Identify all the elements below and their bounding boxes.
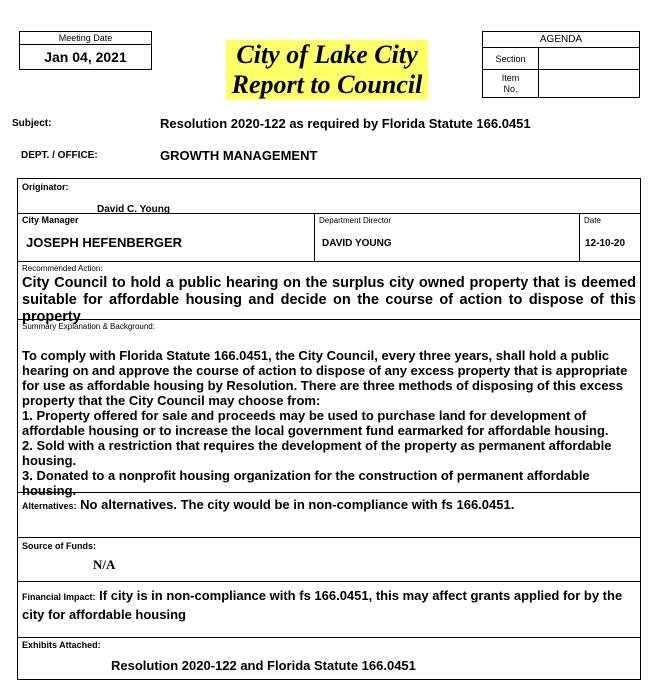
meeting-date-value: Jan 04, 2021 <box>44 49 127 65</box>
summary-item-2: 2. Sold with a restriction that requires the development of the property as permanent affordable housing. <box>22 438 612 468</box>
divider <box>18 537 640 538</box>
divider <box>579 213 580 261</box>
financial-impact-label: Financial Impact: <box>22 592 96 602</box>
meeting-date-label: Meeting Date <box>20 32 151 45</box>
dept-value: GROWTH MANAGEMENT <box>160 148 318 163</box>
divider <box>18 319 640 320</box>
exhibits-value: Resolution 2020-122 and Florida Statute 166.0451 <box>111 658 416 673</box>
recommended-action-value: City Council to hold a public hearing on the surplus city owned property that is deemed suitable for affordable housing and decide on the course of action to dispose of this property <box>22 275 636 325</box>
item-no-label-line1: Item <box>501 72 520 83</box>
originator-value: David C. Young <box>97 204 170 215</box>
divider <box>18 213 640 214</box>
alternatives-row <box>22 497 636 512</box>
originator-label: Originator: <box>22 182 69 192</box>
department-director-value: DAVID YOUNG <box>322 238 392 249</box>
summary-item-3: 3. Donated to a nonprofit housing organization for the construction of permanent affordable housing. <box>22 468 590 498</box>
item-no-label-line2: No. <box>503 83 518 94</box>
divider <box>18 492 640 493</box>
alternatives-value: No alternatives. The city would be in non-compliance with fs 166.0451. <box>80 497 515 512</box>
financial-impact-value: If city is in non-compliance with fs 166.0451, this may affect grants applied for by the city for affordable housing <box>22 588 623 622</box>
agenda-label: AGENDA <box>483 32 640 48</box>
recommended-action-label: Recommended Action: <box>22 264 103 273</box>
report-form <box>17 178 641 680</box>
subject-value: Resolution 2020-122 as required by Florida Statute 166.0451 <box>160 116 531 131</box>
date-value: 12-10-20 <box>585 238 626 249</box>
agenda-box <box>482 31 640 98</box>
financial-impact-row <box>22 587 636 623</box>
item-no-value <box>539 70 640 98</box>
alternatives-label: Alternatives: <box>22 501 77 511</box>
item-no-label <box>483 70 539 98</box>
subject-label: Subject: <box>12 118 52 129</box>
summary-label: Summary Explanation & Background: <box>22 322 155 331</box>
divider <box>18 261 640 262</box>
report-title <box>226 40 428 100</box>
report-title-line1: City of Lake City <box>236 40 418 69</box>
city-manager-value: JOSEPH HEFENBERGER <box>26 235 183 250</box>
summary-item-1: 1. Property offered for sale and proceeds may be used to purchase land for development of affordable housing or to increase the local government fund earmarked for affordable housing. <box>22 408 609 438</box>
source-of-funds-label: Source of Funds: <box>22 541 96 551</box>
report-title-line2: Report to Council <box>231 70 423 99</box>
summary-intro: To comply with Florida Statute 166.0451, the City Council, every three years, shall hold a public hearing on and approve the course of action to dispose of any excess property that is appropriate for use as affordable housing by Resolution. There are three methods of disposing of this excess property that the City Council may choose from: <box>22 348 628 408</box>
source-of-funds-value: N/A <box>93 557 116 572</box>
date-label: Date <box>584 216 601 225</box>
divider <box>314 213 315 261</box>
section-label: Section <box>483 48 539 70</box>
meeting-date-box <box>19 31 152 70</box>
exhibits-label: Exhibits Attached: <box>22 640 101 650</box>
section-value <box>539 48 640 70</box>
dept-label: DEPT. / OFFICE: <box>21 150 98 161</box>
divider <box>18 581 640 582</box>
department-director-label: Department Director <box>319 216 392 225</box>
city-manager-label: City Manager <box>22 215 79 225</box>
summary-body <box>22 348 636 498</box>
divider <box>18 637 640 638</box>
